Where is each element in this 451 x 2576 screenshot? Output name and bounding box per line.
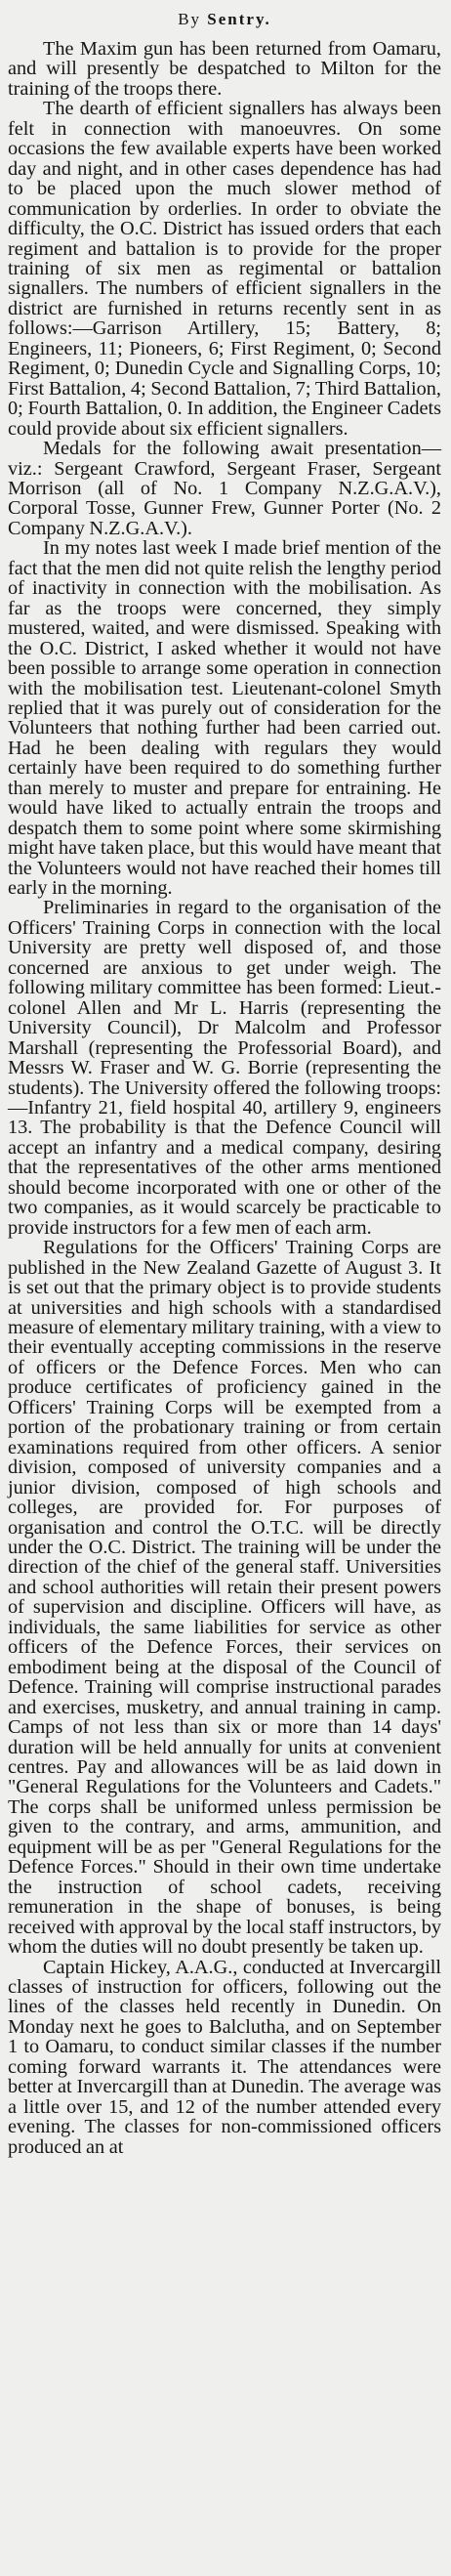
byline-prefix: By [178,10,202,28]
paragraph-medals: Medals for the following await presentation—viz.: Sergeant Crawford, Sergeant Fraser, Sergeant Morrison (all of No. 1 Company N.Z.G.A.V.), Corporal Tosse, Gunner Frew, Gunner Porter (No. 2 Company N.Z.G.A.V.). [8,438,441,539]
paragraph-mobilisation: In my notes last week I made brief mention of the fact that the men did not quite relish the lengthy period of inactivity in connection with the mobilisation. As far as the troops were concerned, they simply mustered, waited, and were dismissed. Speaking with the O.C. District, I asked whether it would not have been possible to arrange some operation in connection with the mobilisation test. Lieutenant-colonel Smyth replied that it was purely out of consideration for the Volunteers that nothing further had been carried out. Had he been dealing with regulars they would certainly have been required to do something further than merely to muster and prepare for entraining. He would have liked to actually entrain the troops and despatch them to some point where some skirmishing might have taken place, but this would have meant that the Volunteers would not have reached their homes till early in the morning. [8,537,441,900]
byline [8,10,441,29]
byline-author: Sentry. [207,10,271,28]
paragraph-training-corps: Preliminaries in regard to the organisation of the Officers' Training Corps in connection with the local University are pretty well disposed of, and those concerned are anxious to get under weigh. The following military committee has been formed: Lieut.-colonel Allen and Mr L. Harris (representing the University Council), Dr Malcolm and Professor Marshall (representing the Professorial Board), and Messrs W. Fraser and W. G. Borrie (representing the students). The University offered the following troops:—Infantry 21, field hospital 40, artillery 9, engineers 13. The probability is that the Defence Council will accept an infantry and a medical company, desiring that the representatives of the other arms mentioned should become incorporated with one or other of the two companies, as it would scarcely be practicable to provide instructors for a few men of each arm. [8,897,441,1239]
paragraph-classes: Captain Hickey, A.A.G., conducted at Invercargill classes of instruction for officers, following out the lines of the classes held recently in Dunedin. On Monday next he goes to Balclutha, and on September 1 to Oamaru, to conduct similar classes if the number coming forward warrants it. The attendances were better at Invercargill than at Dunedin. The average was a little over 15, and 12 of the number attended every evening. The classes for non-commissioned officers produced an at [8,1956,441,2158]
paragraph-maxim-gun: The Maxim gun has been returned from Oamaru, and will presently be despatched to Milton for the training of the troops there. [8,38,441,100]
paragraph-signallers: The dearth of efficient signallers has always been felt in connection with manoeuvres. On some occasions the few available experts have been worked day and night, and in other cases dependence has had to be placed upon the much slower method of communication by orderlies. In order to obviate the difficulty, the O.C. District has issued orders that each regiment and battalion is to provide for the proper training of six men as regimental or battalion signallers. The numbers of efficient signallers in the district are furnished in returns recently sent in as follows:—Garrison Artillery, 15; Battery, 8; Engineers, 11; Pioneers, 6; First Regiment, 0; Second Regiment, 0; Dunedin Cycle and Signalling Corps, 10; First Battalion, 4; Second Battalion, 7; Third Battalion, 0; Fourth Battalion, 0. In addition, the Engineer Cadets could provide about six efficient signallers. [8,98,441,440]
paragraph-regulations: Regulations for the Officers' Training Corps are published in the New Zealand Gazette of August 3. It is set out that the primary object is to provide students at universities and high schools with a standardised measure of elementary military training, with a view to their eventually accepting commissions in the reserve of officers or the Defence Forces. Men who can produce certificates of proficiency gained in the Officers' Training Corps will be exempted from a portion of the probationary training or from certain examinations required from other officers. A senior division, composed of university companies and a junior division, composed of high schools and colleges, are provided for. For purposes of organisation and control the O.T.C. will be directly under the O.C. District. The training will be under the direction of the chief of the general staff. Universities and school authorities will retain their present powers of supervision and discipline. Officers will have, as individuals, the same liabilities for service as other officers of the Defence Forces, their services on embodiment being at the disposal of the Council of Defence. Training will comprise instructional parades and exercises, musketry, and annual training in camp. Camps of not less than six or more than 14 days' duration will be held annually for units at convenient centres. Pay and allowances will be as laid down in "General Regulations for the Volunteers and Cadets." The corps shall be uniformed unless permission be given to the contrary, and arms, ammunition, and equipment will be as per "General Regulations for the Defence Forces." Should in their own time undertake the instruction of school cadets, receiving remuneration in the shape of bonuses, is being received with approval by the local staff instructors, by whom the duties will no doubt presently be taken up. [8,1237,441,1959]
